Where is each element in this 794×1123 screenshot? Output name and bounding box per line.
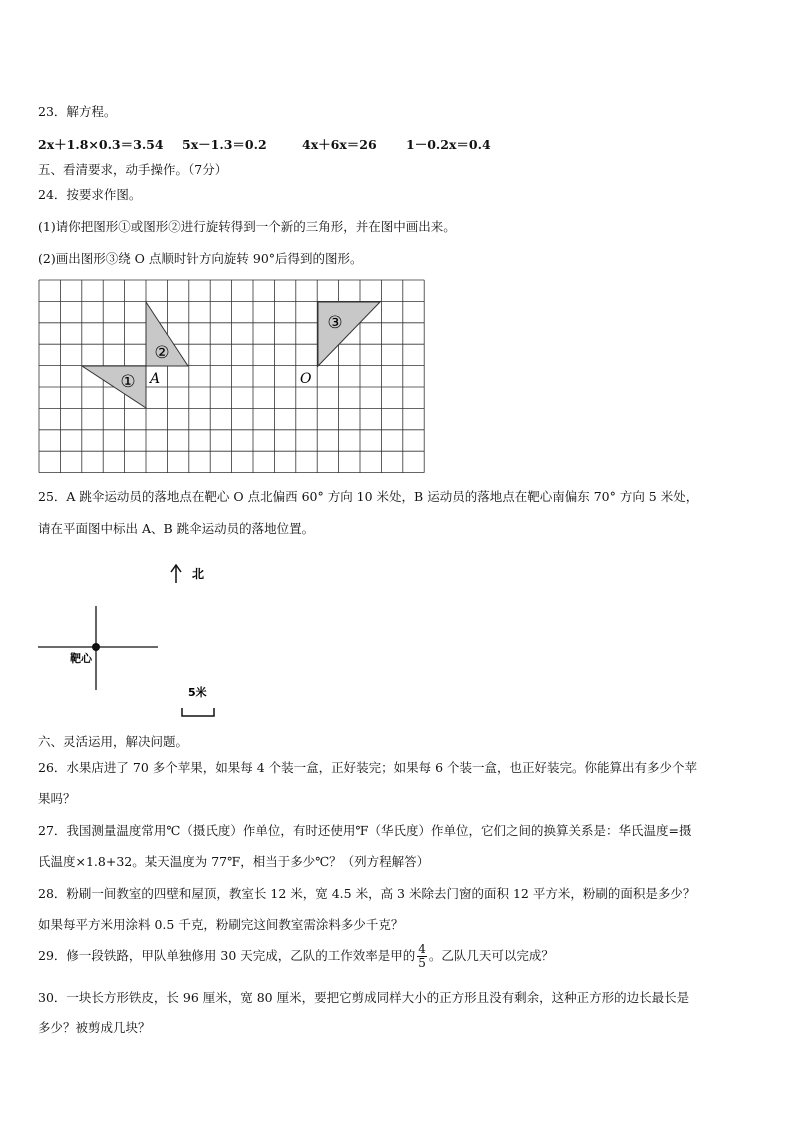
equation-3: 4x＋6x＝26 [302, 137, 377, 152]
section6-title: 六、灵活运用，解决问题。 [38, 734, 189, 749]
scale-label: 5米 [188, 686, 207, 699]
equation-1: 2x＋1.8×0.3＝3.54 [38, 137, 164, 152]
q24-item2: (2)画出图形③绕 O 点顺时针方向旋转 90°后得到的图形。 [38, 251, 363, 266]
q30-line1: 30．一块长方形铁皮，长 96 厘米，宽 80 厘米，要把它剪成同样大小的正方形且没有剩余，这种正方形的边长最长是 [38, 990, 690, 1005]
point-a-label: A [150, 371, 161, 387]
target-center-label: 靶心 [70, 652, 92, 665]
q29-fraction-denominator: 5 [418, 956, 426, 970]
q25-line1: 25．A 跳伞运动员的落地点在靶心 O 点北偏西 60° 方向 10 米处，B 运动员的落地点在靶心南偏东 70° 方向 5 米处， [38, 489, 699, 504]
q29-text-before: 29．修一段铁路，甲队单独修用 30 天完成，乙队的工作效率是甲的 [38, 948, 416, 963]
equation-4: 1－0.2x＝0.4 [406, 137, 491, 152]
q26-line1: 26．水果店进了 70 多个苹果，如果每 4 个装一盒，正好装完；如果每 6 个装一盒，也正好装完。你能算出有多少个苹 [38, 760, 698, 775]
q29-fraction-numerator: 4 [418, 942, 426, 956]
q28-line1: 28．粉刷一间教室的四壁和屋顶，教室长 12 米，宽 4.5 米，高 3 米除去门窗的面积 12 平方米，粉刷的面积是多少？ [38, 886, 696, 901]
triangle-3-label: ③ [327, 313, 343, 333]
q29-text-after: 。乙队几天可以完成？ [428, 948, 554, 963]
q24-item1: (1)请你把图形①或图形②进行旋转得到一个新的三角形，并在图中画出来。 [38, 219, 456, 234]
north-label: 北 [192, 567, 205, 581]
scale-bar [182, 708, 214, 716]
equation-2: 5x－1.3＝0.2 [182, 137, 267, 152]
q29-fraction [417, 943, 427, 970]
q25-line2: 请在平面图中标出 A、B 跳伞运动员的落地位置。 [38, 521, 315, 536]
q28-line2: 如果每平方米用涂料 0.5 千克，粉刷完这间教室需涂料多少千克？ [38, 917, 404, 932]
point-o-label: O [300, 371, 312, 387]
triangle-1-label: ① [120, 372, 136, 392]
section5-title: 五、看清要求，动手操作。（7分） [38, 162, 228, 177]
target-center [92, 643, 100, 651]
q26-line2: 果吗？ [38, 791, 76, 806]
q24-title: 24．按要求作图。 [38, 187, 142, 202]
q27-line1: 27．我国测量温度常用℃（摄氏度）作单位，有时还使用℉（华氏度）作单位，它们之间的换算关系是：华氏温度=摄 [38, 823, 692, 838]
q30-line2: 多少？被剪成几块？ [38, 1020, 151, 1035]
q27-line2: 氏温度×1.8+32。某天温度为 77℉，相当于多少℃？（列方程解答） [38, 854, 430, 869]
triangle-2-label: ② [154, 343, 170, 363]
q29-line [38, 943, 554, 970]
q23-title: 23．解方程。 [38, 104, 117, 119]
